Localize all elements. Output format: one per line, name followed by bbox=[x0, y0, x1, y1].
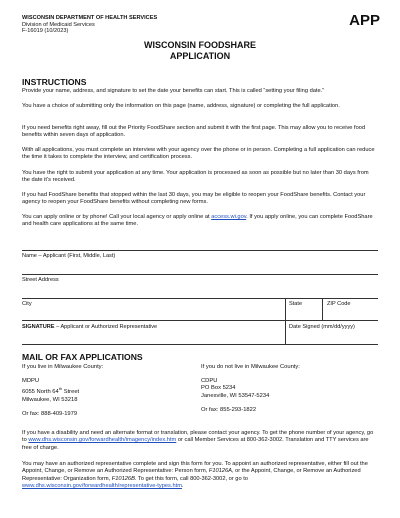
cdpu-fax: Or fax: 855-293-1822 bbox=[201, 406, 257, 413]
city-field[interactable]: City bbox=[22, 301, 32, 307]
app-badge: APP bbox=[349, 12, 380, 29]
milwaukee-address-block bbox=[22, 364, 192, 418]
divider-line bbox=[285, 320, 286, 344]
instructions-paragraph: Provide your name, address, and signature to set the date your benefits can start. This is called “setting your filing date.” bbox=[22, 88, 325, 94]
instructions-paragraph: If you need benefits right away, fill out the Priority FoodShare section and submit it with the first page. This may allow you to receive food benefits within seven days of application. bbox=[22, 125, 366, 139]
instructions-paragraph: With all applications, you must complete an interview with your agency over the phone or in person. Completing a full application can reduce the time it takes to complete the interview, and certification process. bbox=[22, 147, 375, 161]
instructions-paragraph-online: You can apply online or by phone! Call your local agency or apply online at access.wi.gov. If you apply online, you can complete FoodShare and health care applications at the same time. bbox=[22, 214, 373, 228]
instructions-paragraph: You have the right to submit your application at any time. Your application is processed as soon as possible but no later than 30 days from the date it’s received. bbox=[22, 170, 369, 184]
representative-types-link[interactable]: www.dhs.wisconsin.gov/forwardhealth/representative-types.htm bbox=[22, 483, 182, 490]
accessibility-paragraph: If you have a disability and need an alternate format or translation, please contact your agency. To get the phone number of your agency, go to www.dhs.wisconsin.gov/forwardhealth/imagency/index.htm or call Member Services at 800-362-3002. Translation and TTY services are free of charge. bbox=[22, 430, 374, 451]
mdpu-city: Milwaukee, WI 53218 bbox=[22, 396, 78, 403]
name-field[interactable]: Name – Applicant (First, Middle, Last) bbox=[22, 253, 116, 259]
department-name: WISCONSIN DEPARTMENT OF HEALTH SERVICES bbox=[22, 15, 158, 21]
date-signed-field[interactable]: Date Signed (mm/dd/yyyy) bbox=[289, 324, 355, 330]
divider-line bbox=[285, 298, 286, 320]
street-address-field[interactable]: Street Address bbox=[22, 277, 59, 283]
divider-line bbox=[22, 274, 378, 275]
instructions-heading: INSTRUCTIONS bbox=[22, 77, 87, 87]
divider-line bbox=[22, 344, 378, 345]
instructions-paragraph: If you had FoodShare benefits that stopped within the last 30 days, you may be eligible to reopen your FoodShare benefits. Contact your agency to reopen your FoodShare benefits without completing new forms. bbox=[22, 192, 366, 206]
cdpu-po-box: PO Box 5234 bbox=[201, 385, 236, 392]
authorized-representative-paragraph: You may have an authorized representative complete and sign this form for you. To appoint an authorized representative, either fill out the Appoint, Change, or Remove an Authorized Representative: Person form, F10126A, or the Appoint, Change, or Remove an Authorized Representative: Organization form, F10126B. To get this form, call 800-362-3002, or go to www.dhs.wisconsin.gov/forwardhealth/representative-types.htm. bbox=[22, 461, 368, 490]
divider-line bbox=[22, 320, 378, 321]
title-line-2: APPLICATION bbox=[169, 51, 231, 61]
mail-fax-heading: MAIL OR FAX APPLICATIONS bbox=[22, 352, 143, 362]
form-header bbox=[22, 15, 157, 35]
state-field[interactable]: State bbox=[289, 301, 303, 307]
divider-line bbox=[22, 298, 378, 299]
divider-line bbox=[22, 250, 378, 251]
cdpu-city: Janesville, WI 53547-5234 bbox=[201, 392, 270, 399]
title-line-1: WISCONSIN FOODSHARE bbox=[143, 40, 256, 50]
page-title bbox=[0, 40, 400, 62]
access-wi-link[interactable]: access.wi.gov bbox=[211, 214, 247, 220]
milwaukee-intro: If you live in Milwaukee County: bbox=[22, 364, 104, 370]
non-milwaukee-address-block bbox=[201, 364, 381, 414]
cdpu-name: CDPU bbox=[201, 378, 218, 385]
mdpu-street: 6055 North 64th Street bbox=[22, 386, 80, 396]
mdpu-name: MDPU bbox=[22, 378, 40, 385]
divider-line bbox=[322, 298, 323, 320]
imagency-link[interactable]: www.dhs.wisconsin.gov/forwardhealth/imagency/index.htm bbox=[28, 437, 177, 444]
non-milwaukee-intro: If you do not live in Milwaukee County: bbox=[201, 364, 300, 370]
mdpu-fax: Or fax: 888-409-1979 bbox=[22, 410, 78, 417]
form-number: F-16019 (10/2023) bbox=[22, 28, 69, 35]
instructions-paragraph: You have a choice of submitting only the information on this page (name, address, signature) or completing the full application. bbox=[22, 103, 340, 109]
signature-field[interactable]: SIGNATURE – Applicant or Authorized Representative bbox=[22, 324, 158, 330]
division-name: Division of Medicaid Services bbox=[22, 21, 95, 28]
zip-code-field[interactable]: ZIP Code bbox=[327, 301, 351, 307]
